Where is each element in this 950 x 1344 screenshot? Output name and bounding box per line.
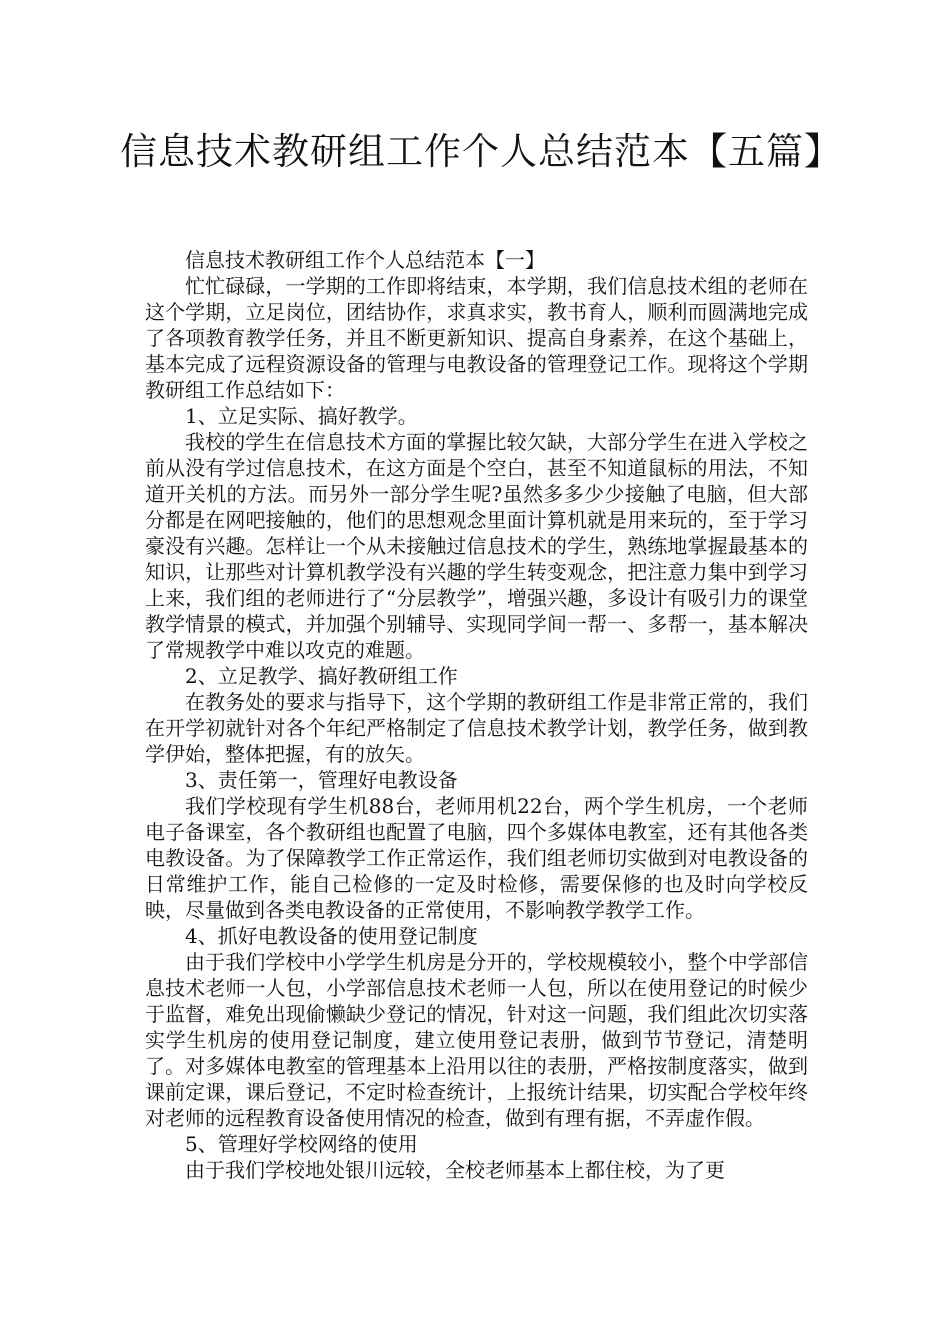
section-heading: 4、抓好电教设备的使用登记制度 — [185, 924, 478, 948]
body-paragraph: 忙忙碌碌，一学期的工作即将结束，本学期，我们信息技术组的老师在这个学期，立足岗位，团结协作，求真求实，教书育人，顺利而圆满地完成了各项教育教学任务，并且不断更新知识、提高自身素养，在这个基础上，基本完成了远程资源设备的管理与电教设备的管理登记工作。现将这个学期教研组工作总结如下： — [145, 274, 808, 402]
document-title: 信息技术教研组工作个人总结范本【五篇】 — [120, 130, 842, 173]
section-heading: 3、责任第一，管理好电教设备 — [185, 768, 458, 792]
section-heading: 1、立足实际、搞好教学。 — [185, 404, 418, 428]
body-paragraph: 由于我们学校中小学学生机房是分开的，学校规模较小，整个中学部信息技术老师一人包，小学部信息技术老师一人包，所以在使用登记的时候少于监督，难免出现偷懒缺少登记的情况，针对这一问题，我们组此次切实落实学生机房的使用登记制度，建立使用登记表册，做到节节登记，清楚明了。对多媒体电教室的管理基本上沿用以往的表册，严格按制度落实，做到课前定课，课后登记，不定时检查统计，上报统计结果，切实配合学校年终对老师的远程教育设备使用情况的检查，做到有理有据，不弄虚作假。 — [145, 950, 808, 1130]
body-paragraph: 由于我们学校地处银川远较，全校老师基本上都住校，为了更 — [185, 1158, 725, 1182]
body-paragraph: 我校的学生在信息技术方面的掌握比较欠缺，大部分学生在进入学校之前从没有学过信息技术，在这方面是个空白，甚至不知道鼠标的用法，不知道开关机的方法。而另外一部分学生呢?虽然多多少少接触了电脑，但大部分都是在网吧接触的，他们的思想观念里面计算机就是用来玩的，至于学习豪没有兴趣。怎样让一个从未接触过信息技术的学生，熟练地掌握最基本的知识，让那些对计算机教学没有兴趣的学生转变观念，把注意力集中到学习上来，我们组的老师进行了“分层教学”，增强兴趣，多设计有吸引力的课堂教学情景的模式，并加强个别辅导、实现同学间一帮一、多帮一，基本解决了常规教学中难以攻克的难题。 — [145, 430, 808, 662]
section-heading: 信息技术教研组工作个人总结范本【一】 — [185, 248, 545, 272]
body-paragraph: 在教务处的要求与指导下，这个学期的教研组工作是非常正常的，我们在开学初就针对各个年纪严格制定了信息技术教学计划，教学任务，做到教学伊始，整体把握，有的放矢。 — [145, 690, 808, 766]
section-heading: 2、立足教学、搞好教研组工作 — [185, 664, 458, 688]
body-paragraph: 我们学校现有学生机88台，老师用机22台，两个学生机房，一个老师电子备课室，各个教研组也配置了电脑，四个多媒体电教室，还有其他各类电教设备。为了保障教学工作正常运作，我们组老师切实做到对电教设备的日常维护工作，能自己检修的一定及时检修，需要保修的也及时向学校反映，尽量做到各类电教设备的正常使用，不影响教学教学工作。 — [145, 794, 808, 922]
section-heading: 5、管理好学校网络的使用 — [185, 1132, 418, 1156]
document-body — [145, 247, 808, 1183]
